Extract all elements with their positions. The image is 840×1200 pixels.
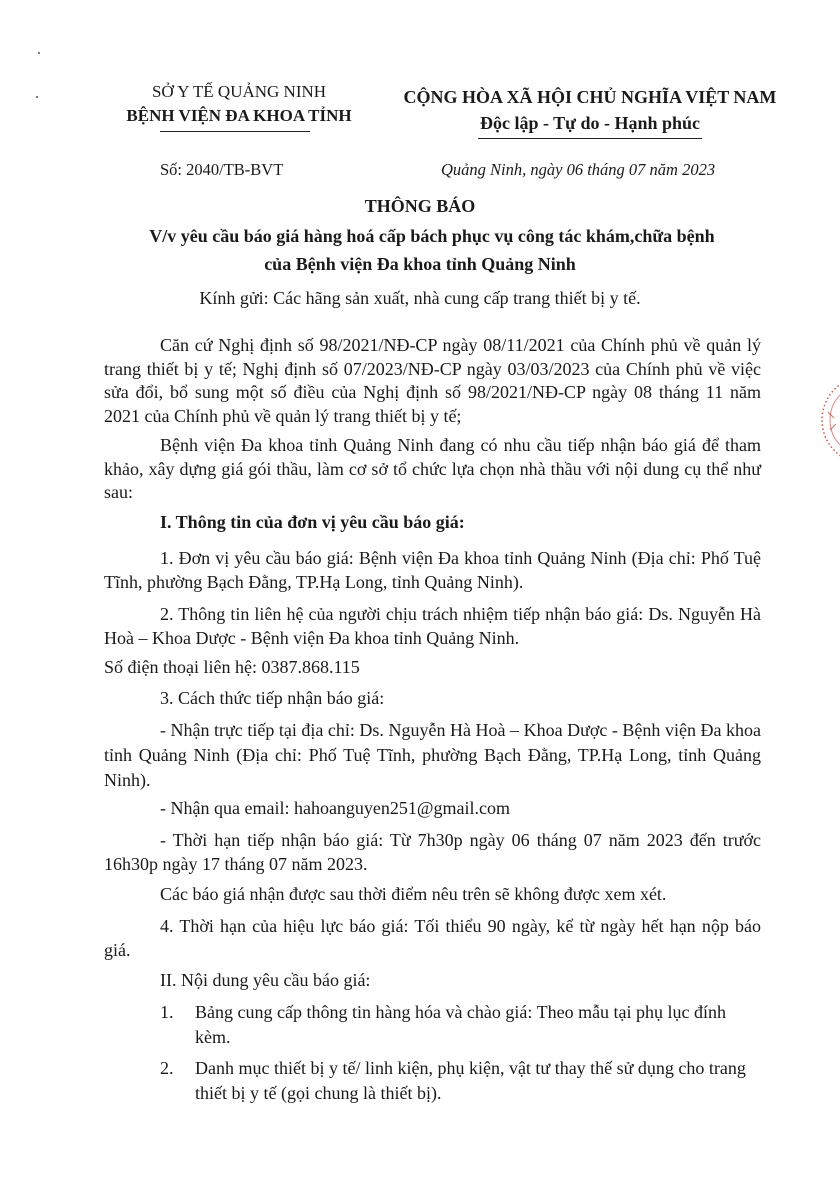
- scan-speck: [36, 96, 38, 98]
- issuer-block: [104, 80, 374, 128]
- list-item-text: Danh mục thiết bị y tế/ linh kiện, phụ kiện, vật tư thay thế sử dụng cho trang thiết bị y tế (gọi chung là thiết bị).: [195, 1058, 746, 1103]
- seal-stamp-icon: [806, 360, 840, 480]
- section-1-heading: I. Thông tin của đơn vị yêu cầu báo giá:: [160, 512, 465, 532]
- receive-email-line: - Nhận qua email: hahoanguyen251@gmail.com: [160, 798, 510, 818]
- document-date: Quảng Ninh, ngày 06 tháng 07 năm 2023: [441, 160, 716, 179]
- phone-line: Số điện thoại liên hệ: 0387.868.115: [104, 657, 360, 677]
- item-4-paragraph: 4. Thời hạn của hiệu lực báo giá: Tối thiểu 90 ngày, kể từ ngày hết hạn nộp báo giá.: [104, 916, 761, 960]
- list-item-text: Bảng cung cấp thông tin hàng hóa và chào giá: Theo mẫu tại phụ lục đính kèm.: [195, 1002, 727, 1047]
- document-title: THÔNG BÁO: [364, 196, 476, 216]
- list-item-number: 1.: [160, 1002, 174, 1022]
- deadline-paragraph: - Thời hạn tiếp nhận báo giá: Từ 7h30p ngày 06 tháng 07 năm 2023 đến trước 16h30p ngày 17 tháng 07 năm 2023.: [104, 830, 761, 874]
- item-2-paragraph: 2. Thông tin liên hệ của người chịu trách nhiệm tiếp nhận báo giá: Ds. Nguyễn Hà Hoà – Khoa Dược - Bệnh viện Đa khoa tỉnh Quảng Ninh.: [104, 604, 761, 648]
- hospital-name: BỆNH VIỆN ĐA KHOA TỈNH: [126, 106, 352, 125]
- motto-underline: [478, 138, 702, 139]
- legal-basis-paragraph: Căn cứ Nghị định số 98/2021/NĐ-CP ngày 08/11/2021 của Chính phủ về quản lý trang thiết bị y tế; Nghị định số 07/2023/NĐ-CP ngày 03/03/2023 của Chính phủ về việc sửa đổi, bổ sung một số điều của Nghị định số 98/2021/NĐ-CP ngày 08 tháng 11 năm 2021 của Chính phủ về quản lý trang thiết bị y tế;: [104, 335, 761, 426]
- item-1-paragraph: 1. Đơn vị yêu cầu báo giá: Bệnh viện Đa khoa tỉnh Quảng Ninh (Địa chỉ: Phố Tuệ Tĩnh, phường Bạch Đằng, TP.Hạ Long, tỉnh Quảng Ninh).: [104, 548, 761, 592]
- list-item: [160, 1000, 760, 1050]
- subject-line-2: của Bệnh viện Đa khoa tỉnh Quảng Ninh: [264, 254, 576, 274]
- item-3-line: 3. Cách thức tiếp nhận báo giá:: [160, 688, 385, 708]
- document-number: Số: 2040/TB-BVT: [160, 160, 284, 179]
- issuer-underline: [160, 131, 310, 132]
- section-2-heading: II. Nội dung yêu cầu báo giá:: [160, 970, 371, 990]
- department-name: SỞ Y TẾ QUẢNG NINH: [151, 82, 327, 101]
- recipient-line: Kính gửi: Các hãng sản xuất, nhà cung cấp trang thiết bị y tế.: [199, 288, 641, 308]
- list-item-number: 2.: [160, 1058, 174, 1078]
- national-header: [380, 84, 800, 136]
- national-motto: Độc lập - Tự do - Hạnh phúc: [479, 113, 701, 133]
- list-item: [160, 1056, 760, 1106]
- late-note-line: Các báo giá nhận được sau thời điểm nêu trên sẽ không được xem xét.: [160, 884, 667, 904]
- national-title: CỘNG HÒA XÃ HỘI CHỦ NGHĨA VIỆT NAM: [403, 87, 777, 107]
- receive-direct-paragraph: - Nhận trực tiếp tại địa chỉ: Ds. Nguyễn Hà Hoà – Khoa Dược - Bệnh viện Đa khoa tỉnh Quảng Ninh (Địa chỉ: Phố Tuệ Tĩnh, phường Bạch Đằng, TP.Hạ Long, tỉnh Quảng Ninh).: [104, 720, 761, 790]
- subject-line-1: V/v yêu cầu báo giá hàng hoá cấp bách phục vụ công tác khám,chữa bệnh: [149, 226, 715, 246]
- scan-speck: [38, 52, 40, 54]
- intro-paragraph: Bệnh viện Đa khoa tỉnh Quảng Ninh đang có nhu cầu tiếp nhận báo giá để tham khảo, xây dựng giá gói thầu, làm cơ sở tổ chức lựa chọn nhà thầu với nội dung cụ thể như sau:: [104, 435, 761, 502]
